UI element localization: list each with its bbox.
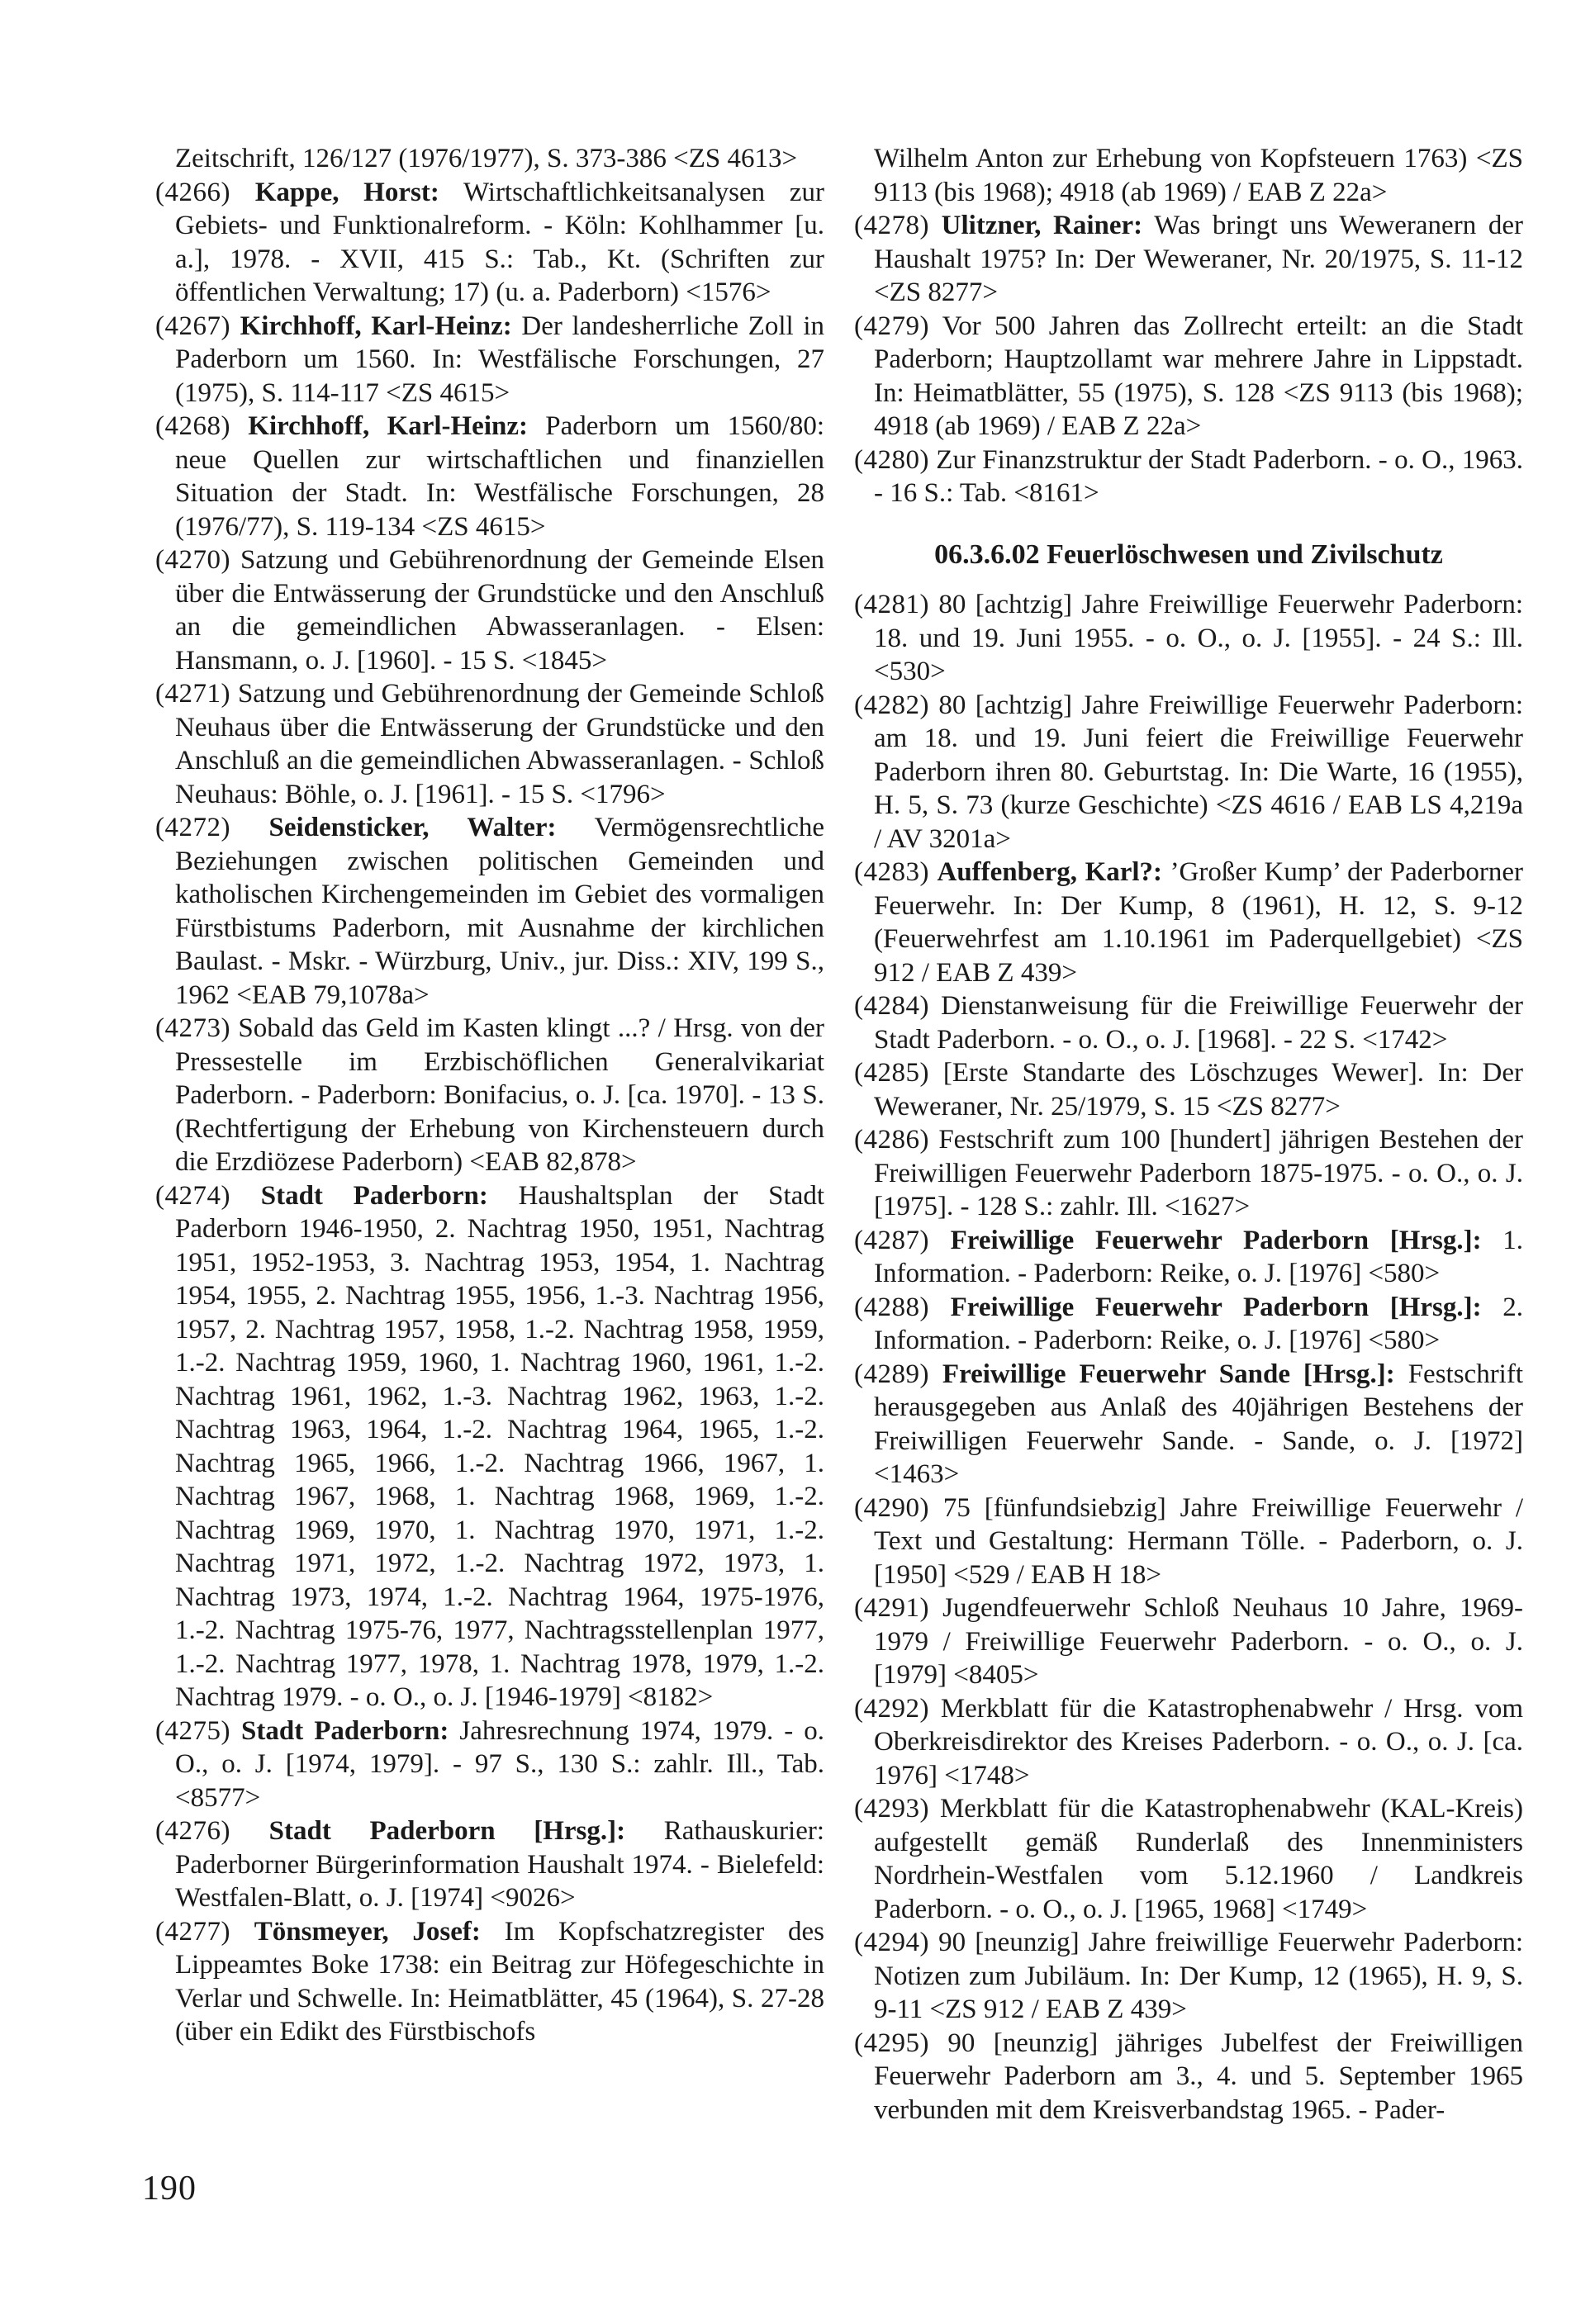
entry-number: (4294) — [854, 1928, 929, 1957]
bibliography-entry — [854, 443, 1523, 510]
bibliography-entry — [155, 543, 824, 677]
entry-text: 2. Information. - Paderborn: Reike, o. J. [1976] <580> — [874, 1292, 1524, 1355]
entry-number: (4291) — [854, 1593, 929, 1623]
entry-number: (4292) — [854, 1693, 929, 1724]
entry-text: Paderborn um 1560/80: neue Quellen zur wirtschaftlichen und finanziellen Situation der Stadt. In: Westfälische Forschungen, 28 (1976/77), S. 119-134 <ZS 4615> — [175, 411, 825, 542]
entry-author: Seidensticker, Walter: — [268, 813, 557, 842]
entry-number: (4273) — [155, 1013, 230, 1043]
entry-text: Der landesherrliche Zoll in Paderborn um 1560. In: Westfälische Forschungen, 27 (1975), S. 114-117 <ZS 4615> — [175, 311, 825, 408]
bibliography-entry — [854, 989, 1523, 1056]
entry-number: (4280) — [854, 444, 929, 475]
bibliography-entry — [854, 1792, 1523, 1926]
entry-text: Wilhelm Anton zur Erhebung von Kopfsteuern 1763) <ZS 9113 (bis 1968); 4918 (ab 1969) / EAB Z 22a> — [874, 144, 1523, 207]
bibliography-entry — [854, 1492, 1523, 1592]
section-heading: 06.3.6.02 Feuerlöschwesen und Zivilschutz — [934, 538, 1443, 570]
right-column — [854, 142, 1523, 2127]
bibliography-entry — [854, 856, 1523, 989]
bibliography-entry — [854, 1591, 1523, 1692]
entry-text: Wirtschaftlichkeitsanalysen zur Gebiets- und Funktionalreform. - Köln: Kohlhammer [u. a.], 1978. - XVII, 415 S.: Tab., Kt. (Schriften zur öffentlichen Verwaltung; 17) (u. a. Paderborn) <1576> — [175, 177, 825, 307]
entry-text: 1. Information. - Paderborn: Reike, o. J. [1976] <580> — [874, 1225, 1524, 1288]
entry-number: (4275) — [155, 1715, 230, 1746]
entry-number: (4283) — [854, 857, 929, 887]
bibliography-entry — [854, 689, 1523, 856]
bibliography-entry — [155, 1012, 824, 1179]
entry-author: Kappe, Horst: — [254, 177, 439, 207]
entry-number: (4295) — [854, 2028, 929, 2058]
bibliography-entry — [155, 1715, 824, 1815]
entry-author: Tönsmeyer, Josef: — [254, 1916, 481, 1947]
entry-text: Dienstanweisung für die Freiwillige Feuerwehr der Stadt Paderborn. - o. O., o. J. [1968]. - 22 S. <1742> — [874, 991, 1524, 1055]
bibliography-entry — [854, 310, 1523, 443]
bibliography-entry — [854, 1926, 1523, 2027]
entry-number: (4293) — [854, 1794, 929, 1824]
entry-text: Satzung und Gebührenordnung der Gemeinde Schloß Neuhaus über die Entwässerung der Grundstücke und den Anschluß an die gemeindlichen Abwasseranlagen. - Schloß Neuhaus: Böhle, o. J. [1961]. - 15 S. <1796> — [175, 679, 824, 809]
entry-number: (4268) — [155, 411, 230, 441]
bibliography-entry — [155, 176, 824, 310]
entry-number: (4284) — [854, 991, 929, 1021]
bibliography-entry — [155, 310, 824, 410]
entry-author: Freiwillige Feuerwehr Sande [Hrsg.]: — [942, 1359, 1395, 1389]
entry-author: Stadt Paderborn [Hrsg.]: — [268, 1816, 626, 1846]
bibliography-entry-continuation — [854, 142, 1523, 209]
entry-number: (4281) — [854, 590, 929, 619]
bibliography-entry — [854, 1291, 1523, 1358]
bibliography-entry-continuation — [155, 142, 824, 176]
entry-text: Zeitschrift, 126/127 (1976/1977), S. 373-386 <ZS 4613> — [175, 144, 798, 173]
entry-number: (4270) — [155, 545, 230, 575]
entry-number: (4290) — [854, 1492, 929, 1523]
entry-text: 80 [achtzig] Jahre Freiwillige Feuerwehr Paderborn: am 18. und 19. Juni feiert die Freiwillige Feuerwehr Paderborn ihren 80. Geburtstag. In: Die Warte, 16 (1955), H. 5, S. 73 (kurze Geschichte) <ZS 4616 / EAB LS 4,219a / AV 3201a> — [874, 690, 1523, 854]
entry-text: Vor 500 Jahren das Zollrecht erteilt: an die Stadt Paderborn; Hauptzollamt war mehrere Jahre in Lippstadt. In: Heimatblätter, 55 (1975), S. 128 <ZS 9113 (bis 1968); 4918 (ab 1969) / EAB Z 22a> — [874, 311, 1523, 441]
bibliography-entry — [854, 209, 1523, 310]
right-column-top — [854, 142, 1523, 510]
entry-number: (4287) — [854, 1225, 929, 1255]
entry-text: Zur Finanzstruktur der Stadt Paderborn. - o. O., 1963. - 16 S.: Tab. <8161> — [874, 444, 1524, 508]
bibliography-entry — [854, 1692, 1523, 1793]
entry-text: 90 [neunzig] Jahre freiwillige Feuerwehr Paderborn: Notizen zum Jubiläum. In: Der Kump, 12 (1965), H. 9, S. 9-11 <ZS 912 / EAB Z 439> — [874, 1928, 1523, 2024]
entry-number: (4278) — [854, 211, 929, 240]
entry-number: (4279) — [854, 311, 929, 341]
entry-text: Haushaltsplan der Stadt Paderborn 1946-1950, 2. Nachtrag 1950, 1951, Nachtrag 1951, 1952-1953, 3. Nachtrag 1953, 1954, 1. Nachtrag 1954, 1955, 2. Nachtrag 1955, 1956, 1.-3. Nachtrag 1956, 1957, 2. Nachtrag 1957, 1958, 1.-2. Nachtrag 1958, 1959, 1.-2. Nachtrag 1959, 1960, 1. Nachtrag 1960, 1961, 1.-2. Nachtrag 1961, 1962, 1.-3. Nachtrag 1962, 1963, 1.-2. Nachtrag 1963, 1964, 1.-2. Nachtrag 1964, 1965, 1.-2. Nachtrag 1965, 1966, 1.-2. Nachtrag 1966, 1967, 1. Nachtrag 1967, 1968, 1. Nachtrag 1968, 1969, 1.-2. Nachtrag 1969, 1970, 1. Nachtrag 1970, 1971, 1.-2. Nachtrag 1971, 1972, 1.-2. Nachtrag 1972, 1973, 1. Nachtrag 1973, 1974, 1.-2. Nachtrag 1964, 1975-1976, 1.-2. Nachtrag 1975-76, 1977, Nachtragsstellenplan 1977, 1.-2. Nachtrag 1977, 1978, 1. Nachtrag 1978, 1979, 1.-2. Nachtrag 1979. - o. O., o. J. [1946-1979] <8182> — [175, 1180, 825, 1712]
bibliography-entry — [854, 1056, 1523, 1123]
bibliography-entry — [155, 1814, 824, 1915]
entry-number: (4282) — [854, 690, 929, 720]
entry-text: Festschrift herausgegeben aus Anlaß des 40jährigen Bestehens der Freiwilligen Feuerwehr Sande. - Sande, o. J. [1972] <1463> — [874, 1359, 1524, 1489]
entry-number: (4286) — [854, 1125, 929, 1155]
right-column-bottom — [854, 588, 1523, 2127]
entry-number: (4267) — [155, 311, 230, 341]
entry-author: Stadt Paderborn: — [260, 1180, 488, 1211]
entry-number: (4266) — [155, 177, 230, 207]
entry-author: Freiwillige Feuerwehr Paderborn [Hrsg.]: — [950, 1225, 1482, 1255]
bibliography-entry — [854, 1358, 1523, 1492]
page-number: 190 — [142, 2170, 197, 2208]
entry-author: Auffenberg, Karl?: — [937, 857, 1163, 887]
bibliography-entry — [854, 1224, 1523, 1291]
entry-number: (4272) — [155, 813, 230, 842]
entry-author: Kirchhoff, Karl-Heinz: — [248, 411, 528, 441]
entry-number: (4276) — [155, 1816, 230, 1846]
entry-text: Festschrift zum 100 [hundert] jährigen Bestehen der Freiwilligen Feuerwehr Paderborn 1875-1975. - o. O., o. J. [1975]. - 128 S.: zahlr. Ill. <1627> — [874, 1125, 1523, 1221]
bibliography-entry — [155, 1179, 824, 1715]
entry-text: Merkblatt für die Katastrophenabwehr (KAL-Kreis) aufgestellt gemäß Runderlaß des Innenministers Nordrhein-Westfalen vom 5.12.1960 / Landkreis Paderborn. - o. O., o. J. [1965, 1968] <1749> — [874, 1794, 1523, 1924]
entry-text: Satzung und Gebührenordnung der Gemeinde Elsen über die Entwässerung der Grundstücke und den Anschluß an die gemeindlichen Abwasseranlagen. - Elsen: Hansmann, o. J. [1960]. - 15 S. <1845> — [175, 545, 825, 676]
entry-number: (4274) — [155, 1180, 230, 1211]
entry-author: Freiwillige Feuerwehr Paderborn [Hrsg.]: — [950, 1292, 1482, 1322]
left-column — [155, 142, 824, 2049]
entry-author: Stadt Paderborn: — [241, 1715, 449, 1746]
entry-text: ’Großer Kump’ der Paderborner Feuerwehr. In: Der Kump, 8 (1961), H. 12, S. 9-12 (Feuerwehrfest am 1.10.1961 im Paderquellgebiet) <ZS 912 / EAB Z 439> — [874, 857, 1523, 988]
entry-text: 90 [neunzig] jähriges Jubelfest der Freiwilligen Feuerwehr Paderborn am 3., 4. und 5. September 1965 verbunden mit dem Kreisverbandstag 1965. - Pader- — [874, 2028, 1524, 2125]
entry-author: Kirchhoff, Karl-Heinz: — [240, 311, 512, 341]
entry-number: (4288) — [854, 1292, 929, 1322]
entry-number: (4277) — [155, 1916, 230, 1947]
entry-number: (4289) — [854, 1359, 929, 1389]
bibliography-entry — [155, 677, 824, 811]
entry-text: Jugendfeuerwehr Schloß Neuhaus 10 Jahre, 1969-1979 / Freiwillige Feuerwehr Paderborn. - o. O., o. J. [1979] <8405> — [874, 1593, 1524, 1690]
entry-text: 80 [achtzig] Jahre Freiwillige Feuerwehr Paderborn: 18. und 19. Juni 1955. - o. O., o. J. [1955]. - 24 S.: Ill. <530> — [874, 590, 1523, 686]
entry-author: Ulitzner, Rainer: — [941, 211, 1143, 240]
bibliography-entry — [155, 410, 824, 543]
entry-text: Jahresrechnung 1974, 1979. - o. O., o. J. [1974, 1979]. - 97 S., 130 S.: zahlr. Ill., Tab. <8577> — [175, 1715, 824, 1813]
entry-text: Was bringt uns Weweranern der Haushalt 1975? In: Der Weweraner, Nr. 20/1975, S. 11-12 <ZS 8277> — [874, 211, 1524, 307]
bibliography-entry — [155, 811, 824, 1012]
bibliography-entry — [854, 1123, 1523, 1224]
entry-text: Sobald das Geld im Kasten klingt ...? / Hrsg. von der Pressestelle im Erzbischöflichen Generalvikariat Paderborn. - Paderborn: Bonifacius, o. J. [ca. 1970]. - 13 S. (Rechtfertigung der Erhebung von Kirchensteuern durch die Erzdiözese Paderborn) <EAB 82,878> — [175, 1013, 824, 1177]
entry-number: (4271) — [155, 679, 230, 709]
bibliography-entry — [854, 2027, 1523, 2127]
entry-text: [Erste Standarte des Löschzuges Wewer]. In: Der Weweraner, Nr. 25/1979, S. 15 <ZS 8277> — [874, 1058, 1523, 1122]
bibliography-entry — [854, 588, 1523, 689]
entry-number: (4285) — [854, 1058, 929, 1088]
entry-text: Vermögensrechtliche Beziehungen zwischen politischen Gemeinden und katholischen Kirchengemeinden im Gebiet des vormaligen Fürstbistums Paderborn, mit Ausnahme der kirchlichen Baulast. - Mskr. - Würzburg, Univ., jur. Diss.: XIV, 199 S., 1962 <EAB 79,1078a> — [175, 813, 825, 1010]
entry-text: 75 [fünfundsiebzig] Jahre Freiwillige Feuerwehr / Text und Gestaltung: Hermann Tölle. - Paderborn, o. J. [1950] <529 / EAB H 18> — [874, 1492, 1524, 1590]
entry-text: Merkblatt für die Katastrophenabwehr / Hrsg. vom Oberkreisdirektor des Kreises Paderborn. - o. O., o. J. [ca. 1976] <1748> — [874, 1693, 1523, 1790]
entry-text: Im Kopfschatzregister des Lippeamtes Boke 1738: ein Beitrag zur Höfegeschichte in Verlar und Schwelle. In: Heimatblätter, 45 (1964), S. 27-28 (über ein Edikt des Fürstbischofs — [175, 1916, 825, 2047]
bibliography-entry — [155, 1915, 824, 2049]
entry-text: Rathauskurier: Paderborner Bürgerinformation Haushalt 1974. - Bielefeld: Westfalen-Blatt, o. J. [1974] <9026> — [175, 1816, 825, 1913]
